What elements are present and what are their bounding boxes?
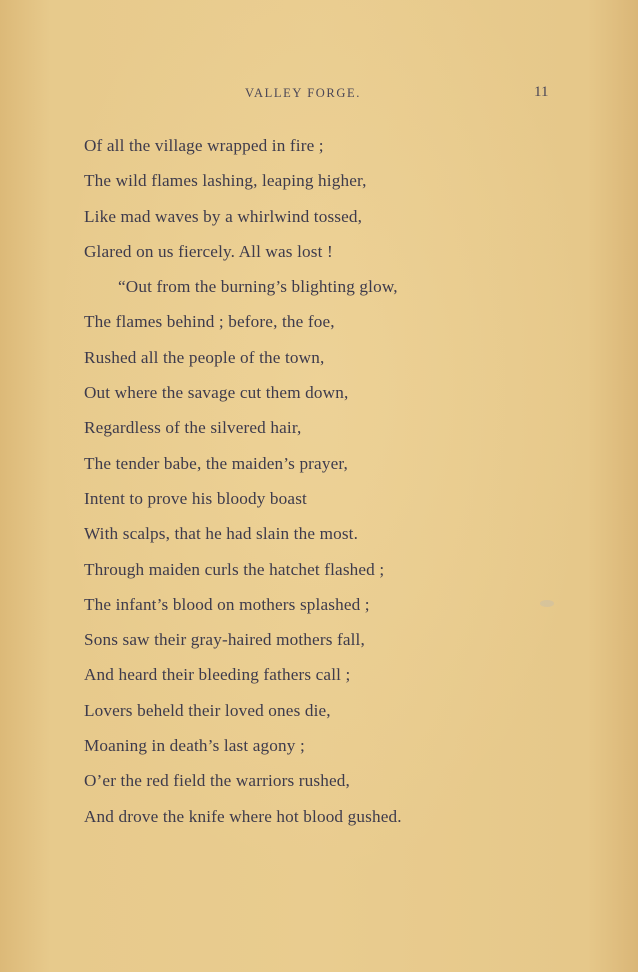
running-title: VALLEY FORGE. xyxy=(245,86,361,100)
poem-line: Moaning in death’s last agony ; xyxy=(84,736,305,756)
poem-line: O’er the red field the warriors rushed, xyxy=(84,771,350,791)
poem-line: Out where the savage cut them down, xyxy=(84,383,349,403)
poem-line: Glared on us fiercely. All was lost ! xyxy=(84,241,333,261)
poem-line: The tender babe, the maiden’s prayer, xyxy=(84,453,348,473)
running-head xyxy=(0,86,638,106)
poem-line: The wild flames lashing, leaping higher, xyxy=(84,171,367,191)
poem-text xyxy=(84,128,554,834)
paper-blemish xyxy=(540,600,554,607)
poem-line: The flames behind ; before, the foe, xyxy=(84,312,335,332)
poem-line: Intent to prove his bloody boast xyxy=(84,488,307,508)
poem-line: And drove the knife where hot blood gushed. xyxy=(84,806,402,826)
poem-line: Of all the village wrapped in fire ; xyxy=(84,136,324,155)
poem-line: With scalps, that he had slain the most. xyxy=(84,524,359,544)
page-number: 11 xyxy=(534,84,549,100)
poem-line: Sons saw their gray-haired mothers fall, xyxy=(84,630,365,650)
poem-line: Rushed all the people of the town, xyxy=(84,347,325,367)
poem-line: The infant’s blood on mothers splashed ; xyxy=(84,594,370,614)
poem-line-stanza-start: “Out from the burning’s blighting glow, xyxy=(118,277,398,297)
poem-line: Regardless of the silvered hair, xyxy=(84,418,302,438)
poem-line: Lovers beheld their loved ones die, xyxy=(84,700,331,720)
poem-line: Through maiden curls the hatchet flashed ; xyxy=(84,559,385,579)
poem-line: And heard their bleeding fathers call ; xyxy=(84,665,351,685)
poem-line: Like mad waves by a whirlwind tossed, xyxy=(84,206,363,226)
